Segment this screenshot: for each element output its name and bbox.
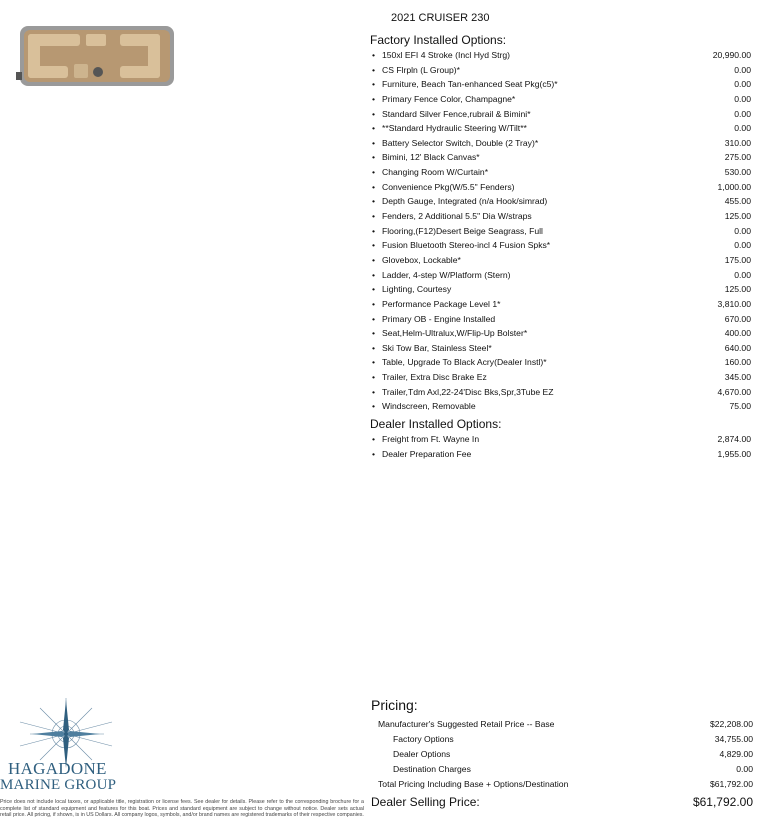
option-label: Seat,Helm-Ultralux,W/Flip-Up Bolster* [382,328,528,339]
option-label: Windscreen, Removable [382,401,476,412]
option-label: Changing Room W/Curtain* [382,167,489,178]
option-row [370,136,751,151]
option-price: 0.00 [734,123,751,134]
option-bullet: • [372,401,376,412]
option-bullet: • [372,64,376,75]
option-bullet: • [372,79,376,90]
total-label: Total Pricing Including Base + Options/Destination [378,779,569,789]
option-bullet: • [372,240,376,251]
option-label: Performance Package Level 1* [382,298,501,309]
option-price: 400.00 [724,328,751,339]
option-label: Freight from Ft. Wayne In [382,434,480,444]
option-bullet: • [372,298,376,309]
logo-name: HAGADONE [8,759,107,778]
option-label: Battery Selector Switch, Double (2 Tray)* [382,137,539,148]
msrp-label: Manufacturer's Suggested Retail Price -- Base [378,719,555,729]
option-price: 455.00 [724,196,751,207]
option-price: 0.00 [734,240,751,251]
option-row [370,432,751,447]
destination-label: Destination Charges [393,764,471,774]
option-label: CS Flrpln (L Group)* [382,64,461,75]
option-label: 150xl EFI 4 Stroke (Incl Hyd Strg) [382,50,510,60]
factory-options-heading: Factory Installed Options: [370,33,507,47]
option-price: 1,955.00 [717,448,751,459]
option-label: Ski Tow Bar, Stainless Steel* [382,342,492,353]
option-row [370,77,751,92]
option-label: Lighting, Courtesy [382,284,452,295]
option-label: Fenders, 2 Additional 5.5" Dia W/straps [382,211,532,222]
option-price: 0.00 [734,64,751,75]
option-label: Trailer,Tdm Axl,22-24'Disc Bks,Spr,3Tube EZ [382,386,554,397]
msrp-value: $22,208.00 [709,719,753,729]
option-price: 160.00 [724,357,751,368]
disclaimer-text: Price does not include local taxes, or applicable title, registration or license fees. See dealer for details. Please refer to the corresponding brochure for a complete list of standard equipment and features for this boat. Prices and standard equipment are subject to change without notice. Dealer sets actual retail price. All pricing, if shown, is in US Dollars. All company logos, symbols, and/or brand names are registered trademarks of their respective companies. [0,799,364,819]
option-price: 310.00 [724,137,751,148]
option-price: 1,000.00 [717,181,751,192]
option-price: 175.00 [724,254,751,265]
total-value: $61,792.00 [709,779,753,789]
option-bullet: • [372,357,376,368]
dealer-options-label: Dealer Options [393,749,451,759]
option-price: 3,810.00 [717,298,751,309]
option-bullet: • [372,123,376,134]
option-label: Depth Gauge, Integrated (n/a Hook/simrad) [382,196,548,207]
option-bullet: • [372,328,376,339]
option-price: 275.00 [724,152,751,163]
option-price: 0.00 [734,269,751,280]
option-bullet: • [372,313,376,324]
option-price: 670.00 [724,313,751,324]
option-price: 20,990.00 [712,50,751,60]
dealer-options-heading: Dealer Installed Options: [370,417,502,431]
pontoon-boat-floorplan-icon [16,24,178,88]
option-price: 125.00 [724,284,751,295]
option-label: Fusion Bluetooth Stereo-incl 4 Fusion Spks* [382,240,551,251]
option-bullet: • [372,254,376,265]
option-label: Glovebox, Lockable* [382,254,461,265]
option-row [370,238,751,253]
option-bullet: • [372,93,376,104]
option-row [370,297,751,312]
option-bullet: • [372,137,376,148]
option-row [370,180,751,195]
option-label: Bimini, 12' Black Canvas* [382,152,480,163]
option-label: Ladder, 4-step W/Platform (Stern) [382,269,511,280]
option-bullet: • [372,269,376,280]
option-bullet: • [372,448,376,459]
factory-options-value: 34,755.00 [714,734,753,744]
option-price: 345.00 [724,372,751,383]
model-title: 2021 CRUISER 230 [391,12,490,24]
option-label: Standard Silver Fence,rubrail & Bimini* [382,108,531,119]
option-row [370,355,751,370]
option-price: 2,874.00 [717,434,751,444]
option-price: 640.00 [724,342,751,353]
option-bullet: • [372,196,376,207]
selling-price-label: Dealer Selling Price: [371,795,480,809]
option-row [370,92,751,107]
option-row [370,48,751,63]
option-row [370,209,751,224]
option-price: 75.00 [729,401,751,412]
option-row [370,107,751,122]
factory-options-label: Factory Options [393,734,454,744]
selling-price-value: $61,792.00 [692,795,753,809]
option-price: 530.00 [724,167,751,178]
dealer-options-list [370,432,751,461]
option-label: Primary OB - Engine Installed [382,313,496,324]
option-label: Flooring,(F12)Desert Beige Seagrass, Full [382,225,543,236]
option-row [370,165,751,180]
option-row [370,370,751,385]
option-label: **Standard Hydraulic Steering W/Tilt** [382,123,527,134]
option-row [370,341,751,356]
option-price: 125.00 [724,211,751,222]
destination-value: 0.00 [736,764,753,774]
option-bullet: • [372,342,376,353]
option-row [370,194,751,209]
option-label: Convenience Pkg(W/5.5" Fenders) [382,181,515,192]
option-row [370,312,751,327]
option-label: Furniture, Beach Tan-enhanced Seat Pkg(c5)* [382,79,558,90]
option-price: 0.00 [734,93,751,104]
option-row [370,150,751,165]
option-row [370,399,751,414]
logo-subtitle: MARINE GROUP [0,777,117,793]
option-row [370,385,751,400]
option-row [370,447,751,462]
option-label: Primary Fence Color, Champagne* [382,93,516,104]
option-bullet: • [372,167,376,178]
option-label: Trailer, Extra Disc Brake Ez [382,372,487,383]
option-bullet: • [372,50,376,60]
option-row [370,268,751,283]
option-bullet: • [372,434,376,444]
option-row [370,282,751,297]
option-bullet: • [372,152,376,163]
option-price: 0.00 [734,108,751,119]
option-row [370,121,751,136]
option-bullet: • [372,386,376,397]
option-row [370,326,751,341]
option-bullet: • [372,181,376,192]
option-row [370,253,751,268]
option-bullet: • [372,372,376,383]
option-label: Dealer Preparation Fee [382,448,472,459]
option-label: Table, Upgrade To Black Acry(Dealer Instl)* [382,357,547,368]
option-bullet: • [372,211,376,222]
pricing-heading: Pricing: [371,697,418,713]
dealer-options-value: 4,829.00 [719,749,753,759]
option-price: 0.00 [734,79,751,90]
option-bullet: • [372,225,376,236]
option-row [370,224,751,239]
factory-options-list [370,48,751,414]
option-price: 0.00 [734,225,751,236]
option-price: 4,670.00 [717,386,751,397]
option-bullet: • [372,108,376,119]
option-bullet: • [372,284,376,295]
option-row [370,63,751,78]
